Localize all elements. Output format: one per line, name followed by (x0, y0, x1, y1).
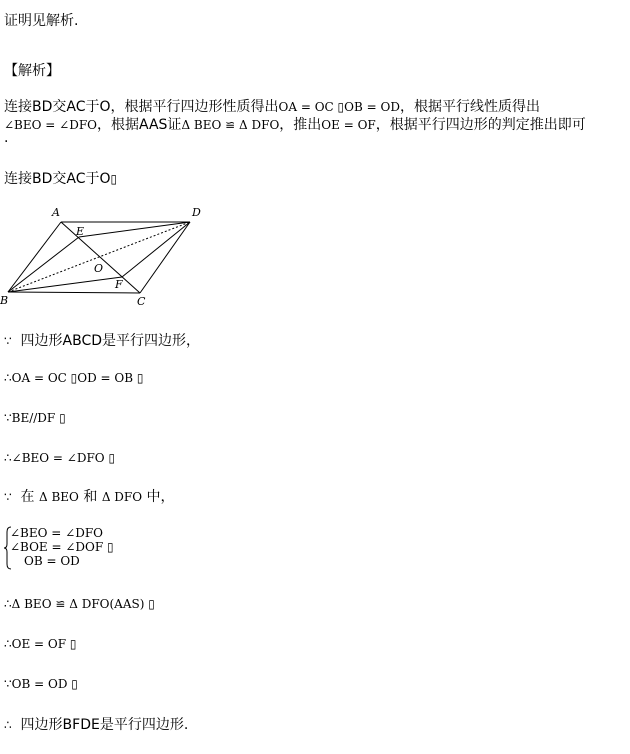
diagonal-ac (61, 222, 140, 293)
equation: ∴Δ BEO ≌ Δ DFO(AAS) (4, 597, 145, 611)
proof-step-8 (4, 676, 78, 692)
analysis-text: ，根据平行线性质得出 (399, 99, 540, 115)
analysis-line-3: . (4, 130, 9, 146)
equation: ∠BEO = ∠DFO (4, 118, 97, 132)
triangle-name: Δ DFO (101, 490, 143, 504)
label-e: E (76, 225, 85, 238)
label-f: F (115, 278, 123, 291)
equation: ∵BE//DF (4, 411, 56, 425)
analysis-header: 【解析】 (4, 63, 60, 79)
proof-step-3 (4, 410, 66, 426)
triangle-name: Δ BEO (39, 490, 79, 504)
geometry-figure (0, 200, 215, 315)
placeholder-box: ▯ (66, 371, 78, 385)
placeholder-box: ▯ (333, 100, 345, 114)
condition-3: OB = OD (24, 554, 80, 568)
side-dc (140, 222, 190, 293)
side-bc (8, 292, 140, 293)
proof-step-6 (4, 596, 155, 612)
placeholder-box: ▯ (103, 540, 114, 554)
analysis-text: ，推出 (279, 117, 322, 133)
diagonal-bd-dashed (8, 222, 190, 292)
analysis-text: ，根据AAS证 (97, 117, 182, 133)
step-text: 四边形ABCD是平行四边形， (20, 333, 201, 349)
placeholder-box: ▯ (55, 411, 66, 425)
equation: OE = OF (321, 118, 376, 132)
placeholder-box: ▯ (66, 637, 77, 651)
proof-step-5 (4, 486, 175, 506)
step-text: 在 (20, 489, 35, 505)
condition-1: ∠BEO = ∠DFO (10, 526, 103, 540)
equation: ∴∠BEO = ∠DFO (4, 451, 105, 465)
connect-text: 连接BD交AC于O (4, 171, 111, 187)
step-text: 和 (83, 489, 98, 505)
label-d: D (192, 206, 201, 219)
proof-step-9 (4, 714, 188, 734)
placeholder-box: ▯ (110, 172, 118, 186)
analysis-line-1 (4, 96, 540, 116)
label-o: O (94, 262, 104, 275)
equation: ∴OA = OC (4, 371, 67, 385)
equation: OD = OB (77, 371, 134, 385)
analysis-text: 连接BD交AC于O，根据平行四边形性质得出 (4, 99, 279, 115)
label-b: B (0, 294, 9, 307)
proof-step-7 (4, 636, 77, 652)
placeholder-box: ▯ (144, 597, 155, 611)
answer-line: 证明见解析. (4, 13, 79, 29)
equation: OA = OC (278, 100, 334, 114)
analysis-text: ，根据平行四边形的判定推出即可 (375, 117, 586, 133)
connect-line (4, 168, 117, 188)
equation: ∴OE = OF (4, 637, 67, 651)
segment-ed (79, 222, 190, 237)
proof-step-4 (4, 450, 115, 466)
parallelogram-diagram (0, 200, 215, 315)
proof-step-1 (4, 330, 200, 350)
equation: Δ BEO ≌ Δ DFO (181, 118, 280, 132)
placeholder-box: ▯ (67, 677, 78, 691)
step-text: 中， (146, 489, 175, 505)
because-symbol: ∵ (4, 490, 12, 504)
condition-text: ∠BOE = ∠DOF (10, 540, 104, 554)
placeholder-box: ▯ (104, 451, 116, 465)
step-text: 四边形BFDE是平行四边形. (20, 717, 189, 733)
equation: OB = OD (344, 100, 400, 114)
analysis-line-2 (4, 114, 586, 134)
proof-step-2 (4, 370, 144, 386)
condition-2 (10, 540, 114, 554)
placeholder-box: ▯ (133, 371, 144, 385)
equation: ∵OB = OD (4, 677, 68, 691)
label-a: A (52, 206, 60, 219)
because-symbol: ∵ (4, 334, 12, 348)
label-c: C (137, 295, 146, 308)
therefore-symbol: ∴ (4, 718, 12, 732)
